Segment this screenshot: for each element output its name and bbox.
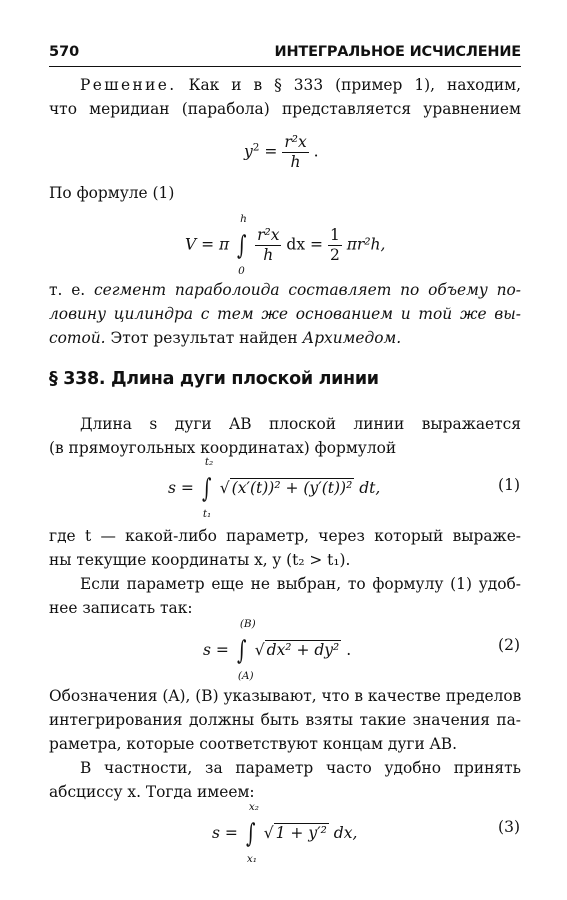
equation-number-3: (3) [498, 818, 520, 836]
paragraph2-line-2: ловину цилиндра с тем же основанием и той же вы- [49, 305, 521, 323]
paragraph6-line-1: Обозначения (A), (B) указывают, что в качестве пределов [49, 687, 522, 705]
integral-upper-limit: (B) [239, 618, 256, 630]
formula-3 [212, 801, 358, 865]
section-heading: § 338. Длина дуги плоской линии [49, 369, 379, 389]
formula-tail: dt, [359, 479, 381, 497]
paragraph7-line-1: В частности, за параметр часто удобно принять [80, 759, 521, 777]
formula-volume [185, 212, 386, 277]
volume-dx: dx = [286, 235, 323, 254]
formula-lhs: s = [212, 824, 238, 842]
formula-tail: dx, [333, 824, 358, 842]
formula-end: . [313, 142, 319, 161]
paragraph2-line-3 [49, 328, 521, 348]
integral-upper-limit: h [240, 212, 247, 225]
integral-sign: ∫ h 0 [237, 212, 247, 277]
formula-eq: = [264, 142, 278, 161]
formula-lhs: y [244, 142, 253, 161]
fraction-denominator: h [263, 246, 274, 264]
formula-2 [203, 618, 352, 682]
integral-upper-limit: t₂ [204, 456, 214, 468]
archimedes-name: Архимедом. [302, 329, 402, 347]
text-italic: сегмент параболоида составляет по объему по- [94, 281, 521, 299]
paragraph5-line-2: нее записать так: [49, 599, 193, 617]
formula-1 [168, 456, 381, 520]
integral-lower-limit: t₁ [202, 508, 212, 520]
by-formula-text: По формуле (1) [49, 184, 175, 202]
text-italic: сотой. [49, 329, 106, 347]
fraction [255, 226, 281, 265]
fraction-numerator: r²x [284, 133, 307, 151]
formula-lhs: s = [203, 641, 229, 659]
paragraph3-line-2: (в прямоугольных координатах) формулой [49, 439, 397, 457]
chapter-title: ИНТЕГРАЛЬНОЕ ИСЧИСЛЕНИЕ [274, 44, 521, 60]
sqrt-sign: √ [254, 641, 265, 659]
radicand: 1 + y′² [275, 824, 327, 842]
solution-text: Как и в § 333 (пример 1), находим, [188, 76, 521, 94]
formula-lhs: s = [168, 479, 194, 497]
sqrt-sign: √ [263, 824, 274, 842]
volume-lhs: V = π [185, 235, 230, 254]
half-numerator: 1 [329, 226, 340, 244]
integral-upper-limit: x₂ [248, 801, 259, 813]
page-number: 570 [49, 44, 80, 60]
text-plain: Этот результат найден [110, 329, 298, 347]
formula-tail: . [346, 641, 352, 659]
formula-parabola [244, 133, 319, 172]
volume-tail: πr²h, [346, 235, 386, 254]
paragraph5-line-1: Если параметр еще не выбран, то формулу (1) удоб- [80, 575, 521, 593]
paragraph4-line-2: ны текущие координаты x, y (t₂ > t₁). [49, 551, 351, 569]
fraction-denominator: h [290, 153, 301, 171]
equation-number-1: (1) [498, 476, 520, 494]
integral-sign: ∫ t₂ t₁ [201, 456, 214, 520]
fraction [282, 133, 308, 172]
equation-number-2: (2) [498, 636, 520, 654]
paragraph6-line-3: раметра, которые соответствуют концам дуги AB. [49, 735, 457, 753]
running-header [49, 42, 521, 67]
paragraph2-line-1 [49, 280, 521, 300]
paragraph3-line-1: Длина s дуги AB плоской линии выражается [80, 415, 521, 433]
integral-sign: ∫ (B) (A) [236, 618, 256, 682]
solution-label: Решение. [80, 76, 177, 94]
solution-line-2: что меридиан (парабола) представляется уравнением [49, 100, 521, 118]
integral-sign: ∫ x₂ x₁ [245, 801, 259, 865]
half-fraction [328, 226, 342, 265]
paragraph4-line-1: где t — какой-либо параметр, через который выраже- [49, 527, 521, 545]
text-plain: т. е. [49, 281, 86, 299]
sqrt-sign: √ [219, 479, 230, 497]
radicand: (x′(t))² + (y′(t))² [231, 479, 353, 497]
formula-exp: 2 [252, 141, 260, 154]
integral-lower-limit: 0 [238, 264, 245, 277]
radicand: dx² + dy² [266, 641, 340, 659]
paragraph6-line-2: интегрирования должны быть взяты такие значения па- [49, 711, 521, 729]
half-denominator: 2 [329, 246, 340, 264]
fraction-numerator: r²x [257, 226, 280, 244]
solution-line-1 [80, 75, 521, 95]
integral-lower-limit: (A) [237, 670, 254, 682]
paragraph7-line-2: абсциссу x. Тогда имеем: [49, 783, 255, 801]
integral-lower-limit: x₁ [246, 853, 257, 865]
